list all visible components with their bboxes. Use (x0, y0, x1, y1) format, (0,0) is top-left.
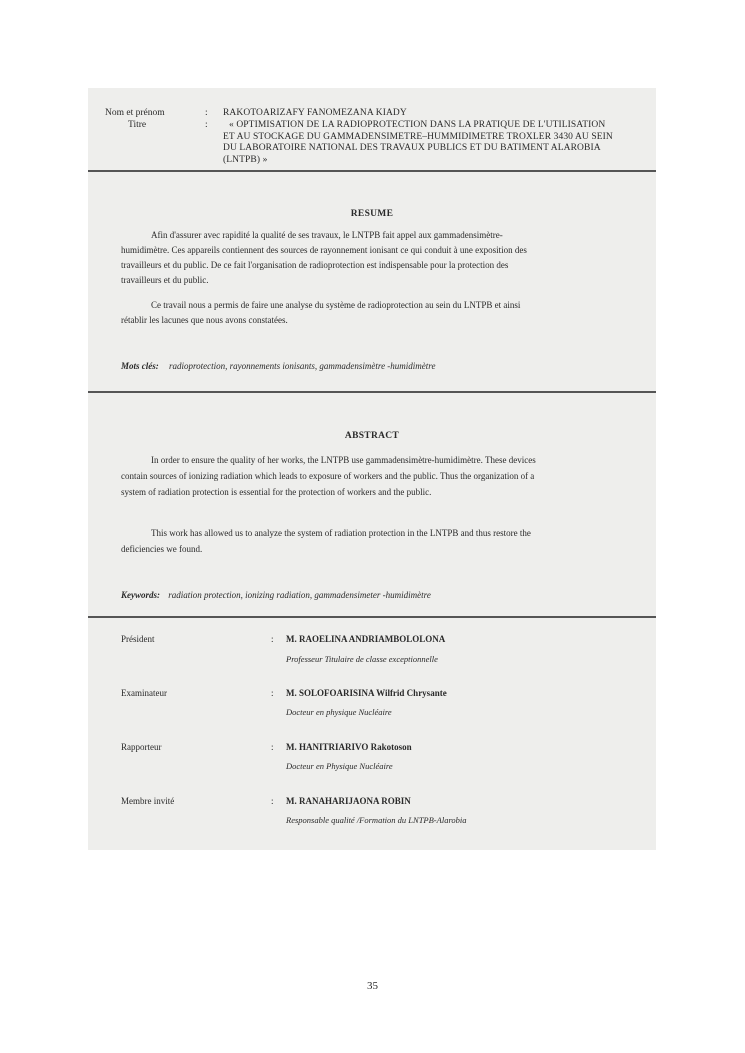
resume-divider (88, 391, 656, 393)
abstract-line: system of radiation protection is essential for the protection of workers and the public. (121, 487, 432, 497)
resume-paragraph-2 (121, 298, 606, 328)
resume-paragraph-1 (121, 228, 606, 288)
abstract-divider (88, 616, 656, 618)
jury-title: Docteur en Physique Nucléaire (286, 761, 393, 771)
resume-line: humidimètre. Ces appareils contiennent des sources de rayonnement ionisant ce qui conduit à une exposition des (121, 245, 527, 255)
abstract-keywords (121, 590, 431, 600)
jury-title: Docteur en physique Nucléaire (286, 707, 392, 717)
name-value: RAKOTOARIZAFY FANOMEZANA KIADY (223, 108, 407, 118)
jury-colon: : (271, 796, 274, 806)
resume-line: travailleurs et du public. (121, 275, 209, 285)
resume-line: travailleurs et du public. De ce fait l'organisation de radioprotection est indispensable pour la protection des (121, 260, 509, 270)
abstract-line: In order to ensure the quality of her works, the LNTPB use gammadensimètre-humidimètre. These devices (151, 455, 536, 465)
keywords-text: radiation protection, ionizing radiation, gammadensimeter -humidimètre (168, 590, 431, 600)
abstract-line: This work has allowed us to analyze the system of radiation protection in the LNTPB and thus restore the (151, 528, 531, 538)
jury-name: M. HANITRIARIVO Rakotoson (286, 742, 412, 752)
thesis-title-line: (LNTPB) » (223, 154, 268, 165)
keywords-text: radioprotection, rayonnements ionisants, gammadensimètre -humidimètre (169, 361, 436, 371)
page-number: 35 (367, 980, 378, 992)
header-divider (88, 170, 656, 172)
title-label: Titre (128, 120, 147, 130)
jury-role: Rapporteur (121, 742, 162, 752)
abstract-line: deficiencies we found. (121, 544, 203, 554)
thesis-title-line: ET AU STOCKAGE DU GAMMADENSIMETRE–HUMMIDIMETRE TROXLER 3430 AU SEIN (223, 131, 613, 142)
jury-role: Examinateur (121, 688, 167, 698)
jury-colon: : (271, 688, 274, 698)
jury-title: Professeur Titulaire de classe exceptionnelle (286, 654, 438, 664)
thesis-title (223, 120, 643, 166)
resume-line: rétablir les lacunes que nous avons constatées. (121, 315, 288, 325)
jury-name: M. SOLOFOARISINA Wilfrid Chrysante (286, 688, 447, 698)
title-colon: : (205, 120, 208, 130)
abstract-paragraph-1 (121, 452, 606, 500)
resume-line: Afin d'assurer avec rapidité la qualité de ses travaux, le LNTPB fait appel aux gammadensimètre- (151, 230, 503, 240)
keywords-label: Mots clés: (121, 361, 159, 371)
jury-colon: : (271, 742, 274, 752)
name-label: Nom et prénom (105, 108, 165, 118)
keywords-label: Keywords: (121, 590, 160, 600)
resume-heading: RESUME (350, 209, 394, 219)
thesis-title-line: DU LABORATOIRE NATIONAL DES TRAVAUX PUBLICS ET DU BATIMENT ALAROBIA (223, 143, 601, 153)
abstract-line: contain sources of ionizing radiation which leads to exposure of workers and the public. Thus the organization of a (121, 471, 535, 481)
scanned-page (88, 88, 656, 850)
name-colon: : (205, 108, 208, 118)
jury-name: M. RAOELINA ANDRIAMBOLOLONA (286, 634, 446, 644)
abstract-paragraph-2 (121, 525, 606, 557)
jury-role: Membre invité (121, 796, 175, 806)
thesis-title-line: « OPTIMISATION DE LA RADIOPROTECTION DANS LA PRATIQUE DE L'UTILISATION (229, 120, 606, 130)
resume-keywords (121, 361, 435, 371)
resume-line: Ce travail nous a permis de faire une analyse du système de radioprotection au sein du LNTPB et ainsi (151, 300, 521, 310)
jury-title: Responsable qualité /Formation du LNTPB-Alarobia (286, 815, 467, 825)
jury-name: M. RANAHARIJAONA ROBIN (286, 796, 411, 806)
jury-colon: : (271, 634, 274, 644)
jury-role: Président (121, 634, 155, 644)
abstract-heading: ABSTRACT (344, 431, 400, 441)
